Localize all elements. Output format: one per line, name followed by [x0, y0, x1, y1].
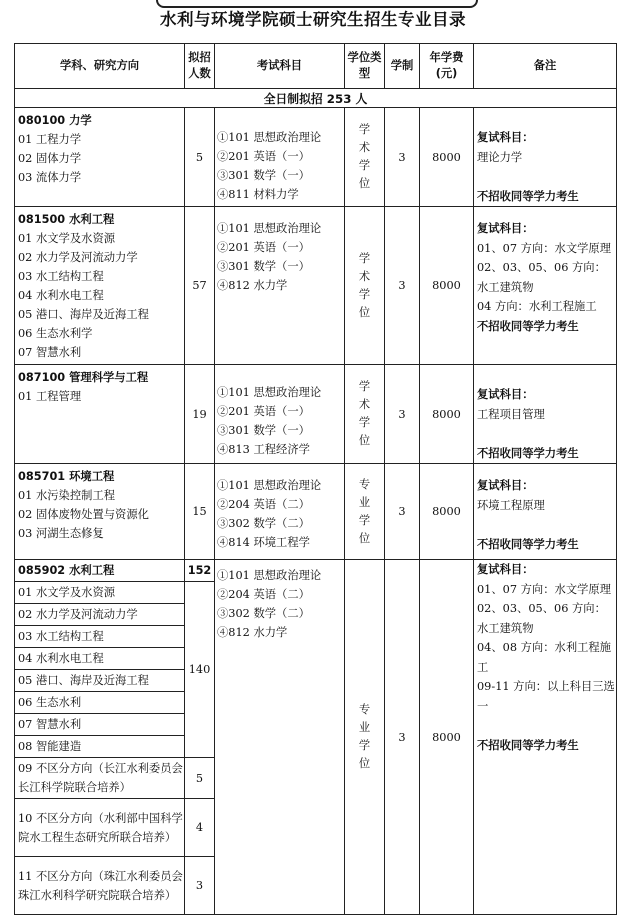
exam-item: ③301 数学（一） — [217, 424, 310, 437]
program-notes — [474, 464, 617, 560]
program-degree — [345, 560, 385, 915]
exam-item: ③302 数学（二） — [217, 517, 310, 530]
direction-item: 07 智慧水利 — [15, 714, 185, 736]
direction-item: 02 固体力学 — [18, 152, 82, 165]
program-directions — [15, 365, 185, 464]
program-duration: 3 — [385, 108, 420, 207]
exam-item: ②201 英语（一） — [217, 241, 310, 254]
direction-item: 02 固体废物处置与资源化 — [18, 508, 149, 521]
direction-item: 01 水文学及水资源 — [18, 232, 116, 245]
notes-line: 02、03、05、06 方向：水工建筑物 — [477, 261, 606, 294]
header-degree: 学位类型 — [345, 44, 385, 89]
header-quota: 拟招人数 — [185, 44, 215, 89]
table-row — [15, 560, 617, 582]
header-notes: 备注 — [474, 44, 617, 89]
program-directions — [15, 108, 185, 207]
degree-text: 专业学位 — [358, 703, 371, 770]
table-row — [15, 464, 617, 560]
exam-item: ①101 思想政治理论 — [217, 222, 322, 235]
degree-text: 学术学位 — [358, 251, 371, 319]
header-duration: 学制 — [385, 44, 420, 89]
exam-item: ④814 环境工程学 — [217, 536, 310, 549]
notes-line: 09-11 方向：以上科目三选一 — [477, 680, 615, 713]
program-degree — [345, 365, 385, 464]
program-degree — [345, 464, 385, 560]
direction-item: 05 港口、海岸及近海工程 — [15, 670, 185, 692]
enrollment-banner: 全日制拟招 253 人 — [15, 89, 617, 108]
exam-item: ①101 思想政治理论 — [217, 479, 322, 492]
header-row — [15, 44, 617, 89]
direction-item: 04 水利水电工程 — [18, 289, 104, 302]
notes-head: 复试科目： — [477, 479, 534, 492]
direction-item: 05 港口、海岸及近海工程 — [18, 308, 149, 321]
notes-head: 复试科目： — [477, 222, 534, 235]
program-exams — [215, 365, 345, 464]
exam-item: ③302 数学（二） — [217, 607, 310, 620]
direction-quota: 4 — [185, 799, 215, 857]
program-duration: 3 — [385, 464, 420, 560]
notes-line: 01、07 方向：水文学原理 — [477, 241, 612, 255]
notes-line: 理论力学 — [477, 150, 523, 164]
program-directions — [15, 464, 185, 560]
notes-foot: 不招收同等学力考生 — [477, 537, 579, 551]
notes-foot: 不招收同等学力考生 — [477, 189, 579, 203]
program-exams — [215, 464, 345, 560]
degree-text: 专业学位 — [358, 477, 371, 545]
direction-item: 06 生态水利学 — [18, 327, 93, 340]
exam-item: ③301 数学（一） — [217, 260, 310, 273]
program-code-name: 085701 环境工程 — [18, 470, 115, 483]
program-quota: 5 — [185, 108, 215, 207]
notes-foot: 不招收同等学力考生 — [477, 446, 579, 460]
direction-item: 01 水文学及水资源 — [15, 582, 185, 604]
table-row — [15, 365, 617, 464]
notes-line: 环境工程原理 — [477, 498, 545, 512]
exam-item: ②201 英语（一） — [217, 150, 310, 163]
exam-item: ④812 水力学 — [217, 279, 288, 292]
direction-item: 03 流体力学 — [18, 171, 82, 184]
direction-item: 11 不区分方向（珠江水利委员会珠江水利科学研究院联合培养） — [15, 857, 185, 915]
notes-line: 工程项目管理 — [477, 407, 545, 421]
catalog-table — [14, 43, 617, 915]
program-duration: 3 — [385, 365, 420, 464]
program-exams — [215, 207, 345, 365]
exam-item: ①101 思想政治理论 — [217, 386, 322, 399]
header-fee: 年学费(元) — [420, 44, 474, 89]
exam-item: ②201 英语（一） — [217, 405, 310, 418]
program-degree — [345, 108, 385, 207]
exam-item: ④812 水力学 — [217, 626, 288, 639]
exam-item: ②204 英语（二） — [217, 498, 310, 511]
program-fee: 8000 — [420, 108, 474, 207]
program-fee: 8000 — [420, 560, 474, 915]
degree-text: 学术学位 — [358, 380, 371, 447]
notes-foot: 不招收同等学力考生 — [477, 319, 579, 333]
direction-group-quota: 140 — [185, 582, 215, 758]
program-quota: 19 — [185, 365, 215, 464]
header-exams: 考试科目 — [215, 44, 345, 89]
degree-text: 学术学位 — [358, 123, 371, 190]
direction-item: 02 水力学及河流动力学 — [18, 251, 138, 264]
notes-head: 复试科目： — [477, 131, 534, 144]
direction-item: 08 智能建造 — [15, 736, 185, 758]
table-row — [15, 207, 617, 365]
notes-head: 复试科目： — [477, 388, 534, 401]
direction-item: 10 不区分方向（水利部中国科学院水工程生态研究所联合培养） — [15, 799, 185, 857]
program-total-quota: 152 — [185, 560, 215, 582]
direction-item: 09 不区分方向（长江水利委员会长江科学院联合培养） — [15, 758, 185, 799]
program-fee: 8000 — [420, 464, 474, 560]
program-duration: 3 — [385, 207, 420, 365]
banner-row — [15, 89, 617, 108]
program-notes — [474, 108, 617, 207]
direction-item: 06 生态水利 — [15, 692, 185, 714]
direction-item: 01 水污染控制工程 — [18, 489, 116, 502]
direction-item: 04 水利水电工程 — [15, 648, 185, 670]
program-fee: 8000 — [420, 365, 474, 464]
direction-item: 03 水工结构工程 — [18, 270, 104, 283]
program-directions — [15, 207, 185, 365]
direction-quota: 3 — [185, 857, 215, 915]
exam-item: ①101 思想政治理论 — [217, 131, 322, 144]
direction-item: 02 水力学及河流动力学 — [15, 604, 185, 626]
program-notes — [474, 207, 617, 365]
exam-item: ④811 材料力学 — [217, 188, 299, 201]
program-degree — [345, 207, 385, 365]
program-notes — [474, 365, 617, 464]
notes-line: 01、07 方向：水文学原理 — [477, 582, 612, 596]
direction-item: 07 智慧水利 — [18, 346, 82, 359]
notes-head: 复试科目： — [477, 563, 534, 576]
header-major: 学科、研究方向 — [15, 44, 185, 89]
direction-quota: 5 — [185, 758, 215, 799]
program-quota: 57 — [185, 207, 215, 365]
notes-line: 02、03、05、06 方向：水工建筑物 — [477, 602, 606, 635]
direction-item: 03 水工结构工程 — [15, 626, 185, 648]
exam-item: ①101 思想政治理论 — [217, 569, 322, 582]
notes-line: 04 方向：水利工程施工 — [477, 300, 597, 313]
program-code-name: 081500 水利工程 — [18, 213, 115, 226]
program-fee: 8000 — [420, 207, 474, 365]
exam-item: ④813 工程经济学 — [217, 443, 310, 456]
program-notes — [474, 560, 617, 915]
exam-item: ②204 英语（二） — [217, 588, 310, 601]
notes-foot: 不招收同等学力考生 — [477, 738, 579, 752]
program-exams — [215, 108, 345, 207]
program-quota: 15 — [185, 464, 215, 560]
program-code-name: 085902 水利工程 — [15, 560, 185, 582]
table-row — [15, 108, 617, 207]
page-title: 水利与环境学院硕士研究生招生专业目录 — [160, 10, 466, 29]
program-exams — [215, 560, 345, 915]
direction-item: 03 河湖生态修复 — [18, 527, 104, 540]
exam-item: ③301 数学（一） — [217, 169, 310, 182]
direction-item: 01 工程管理 — [18, 390, 82, 403]
notes-line: 04、08 方向：水利工程施工 — [477, 641, 612, 674]
direction-item: 01 工程力学 — [18, 133, 82, 146]
program-code-name: 080100 力学 — [18, 114, 92, 127]
program-duration: 3 — [385, 560, 420, 915]
program-code-name: 087100 管理科学与工程 — [18, 371, 149, 384]
